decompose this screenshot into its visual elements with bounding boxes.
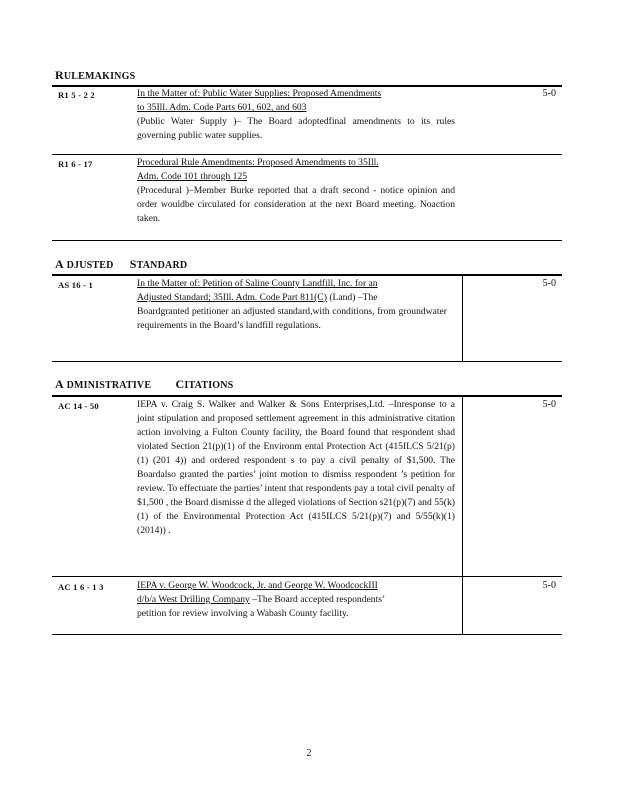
vote-column-divider <box>462 276 463 361</box>
entry-title-tail: –The Board accepted respondents’ <box>252 594 386 605</box>
entry-description: (Public Water Supply )– The Board adoptedfinal amendments to its rules governing public water supplies. <box>137 116 455 141</box>
page-number: 2 <box>306 748 312 759</box>
entry-title-line2: d/b/a West Drilling Company <box>137 594 250 605</box>
section-rule <box>52 274 562 276</box>
entry-body <box>137 398 455 538</box>
entry-description: (Procedural )–Member Burke reported that a draft second - notice opinion and order wouldbe circulated for consideration at the next Board meeting. Noaction taken. <box>137 185 455 224</box>
section-cap: R <box>55 68 64 82</box>
section-rest: TANDARD <box>136 260 188 271</box>
entry-divider <box>52 154 562 155</box>
section-title-adjusted-standard <box>55 257 187 272</box>
section-cap: A <box>55 377 64 391</box>
entry-description: Boardgranted petitioner an adjusted standard,with conditions, from groundwater requirements in the Board’s landfill regulations. <box>137 306 447 331</box>
entry-description: petition for review involving a Wabash County facility. <box>137 608 349 619</box>
section-rest: ULEMAKINGS <box>63 71 136 82</box>
entry-title: IEPA v. Craig S. Walker and Walker & Sons Enterprises,Ltd. <box>137 399 385 410</box>
entry-title-line1: IEPA v. George W. Woodcock, Jr. and George W. WoodcockIII <box>137 580 378 591</box>
section-rule <box>52 395 562 397</box>
section-cap: S <box>129 257 137 271</box>
section-rest: DJUSTED <box>66 260 114 271</box>
section-end-rule <box>52 240 562 241</box>
entry-title-line2: Adjusted Standard; 35Ill. Adm. Code Part 811(C) <box>137 292 327 303</box>
vote-count: 5-0 <box>542 580 556 591</box>
entry-title-line1: In the Matter of: Public Water Supplies: Proposed Amendments <box>137 88 382 99</box>
section-title-rulemakings <box>55 68 135 83</box>
section-end-rule <box>52 634 562 635</box>
entry-title-line1: In the Matter of: Petition of Saline County Landfill, Inc. for an <box>137 278 378 289</box>
entry-ac16-13 <box>52 579 562 631</box>
entry-title-tail: (Land) –The <box>329 292 378 303</box>
docket-number: R1 5 - 2 2 <box>58 90 95 100</box>
entry-r16-17 <box>52 156 562 236</box>
section-cap: C <box>175 377 185 391</box>
entry-description: –Inresponse to a joint stipulation and proposed settlement agreement in this administrative citation action involving a Fulton County facility, the Board found that respondent shad violated Section 21(p)(1) of the Environm ental Protection Act (415ILCS 5/21(p)(1) (201 4)) and ordered respondent s to pay a civil penalty of $1,500. The Boardalso granted the parties’ joint motion to dismiss respondent ’s petition for review. To effectuate the parties’ intent that respondents pay a total civil penalty of $1,500 , the Board dismisse d the alleged violations of Section s21(p)(7) and 55(k)(1) of the Environmental Protection Act (415ILCS 5/21(p)(7) and 5/55(k)(1) (2014)) . <box>137 399 455 536</box>
docket-number: AC 14 - 50 <box>58 401 99 411</box>
entry-r15-22 <box>52 87 562 151</box>
section-cap: A <box>55 257 64 271</box>
section-rest: DMINISTRATIVE <box>66 380 152 391</box>
vote-count: 5-0 <box>542 88 556 99</box>
entry-divider <box>52 576 562 577</box>
vote-column-divider <box>462 396 463 635</box>
docket-number: AS 16 - 1 <box>58 280 93 290</box>
entry-body <box>137 579 455 621</box>
entry-body <box>137 156 455 226</box>
vote-count: 5-0 <box>542 278 556 289</box>
entry-title-line2: to 35Ill. Adm. Code Parts 601, 602, and 603 <box>137 102 307 113</box>
entry-title-line2: Adm. Code 101 through 125 <box>137 171 248 182</box>
entry-body <box>137 87 455 143</box>
section-title-administrative-citations <box>55 377 233 392</box>
entry-ac14-50 <box>52 398 562 574</box>
section-end-rule <box>52 361 562 362</box>
vote-count: 5-0 <box>542 399 556 410</box>
docket-number: R1 6 - 17 <box>58 159 93 169</box>
entry-body <box>137 277 447 333</box>
entry-title-line1: Procedural Rule Amendments: Proposed Amendments to 35Ill. <box>137 157 379 168</box>
docket-number: AC 1 6 - 1 3 <box>58 582 104 592</box>
section-rest: ITATIONS <box>184 380 234 391</box>
entry-as16-1 <box>52 277 562 359</box>
